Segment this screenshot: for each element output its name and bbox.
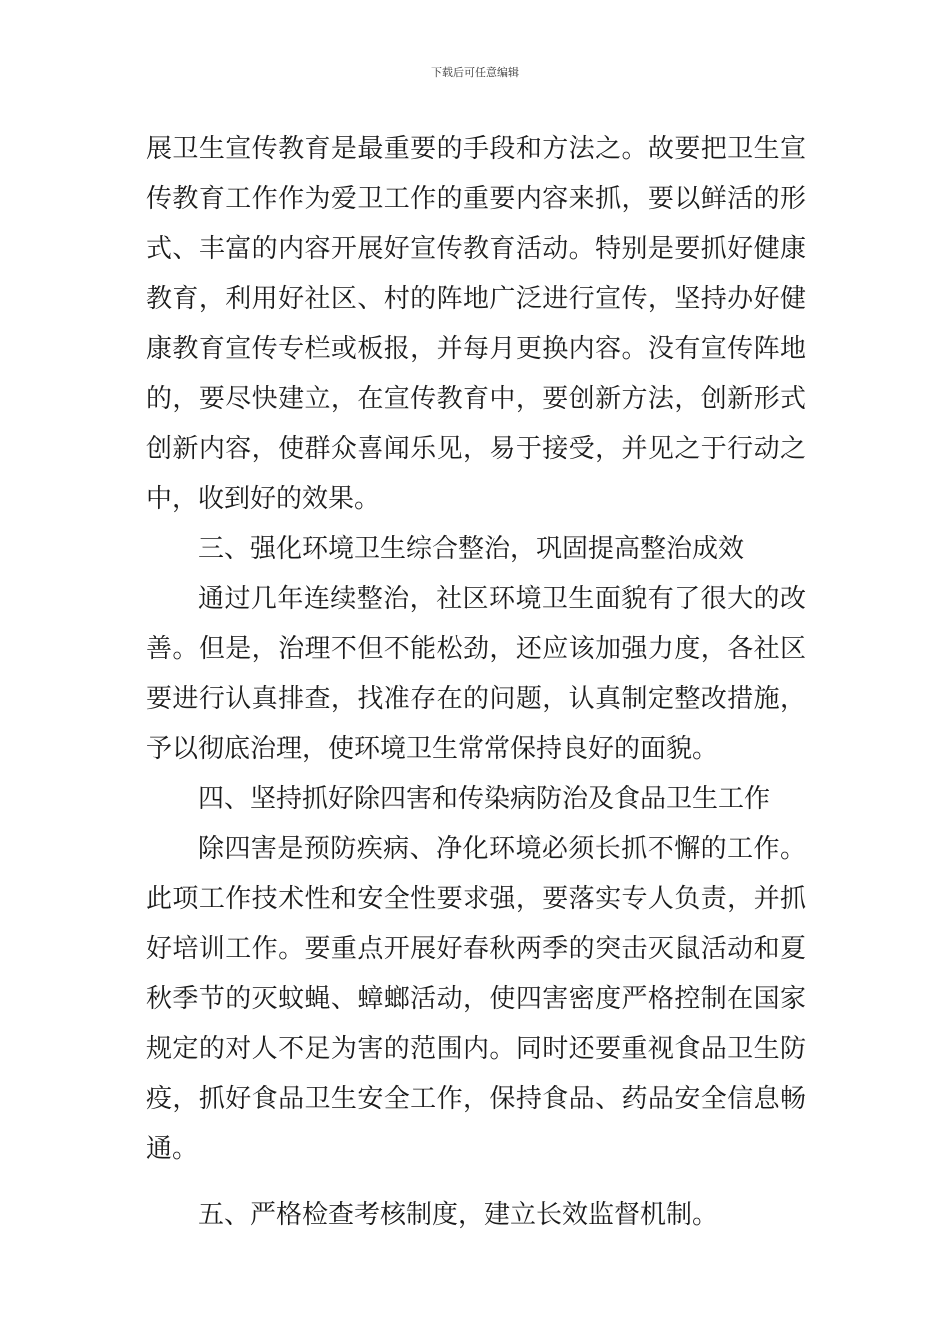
text-line: 好培训工作。要重点开展好春秋两季的突击灭鼠活动和夏	[146, 934, 806, 964]
section-heading-four: 四、坚持抓好除四害和传染病防治及食品卫生工作	[198, 784, 771, 814]
text-line: 通过几年连续整治，社区环境卫生面貌有了很大的改	[198, 584, 806, 614]
page-header-note: 下载后可任意编辑	[431, 66, 519, 79]
text-line: 规定的对人不足为害的范围内。同时还要重视食品卫生防	[146, 1034, 806, 1064]
text-line: 康教育宣传专栏或板报，并每月更换内容。没有宣传阵地	[146, 334, 806, 364]
text-line: 传教育工作作为爱卫工作的重要内容来抓，要以鲜活的形	[146, 184, 806, 214]
text-line: 的，要尽快建立，在宣传教育中，要创新方法，创新形式	[146, 384, 806, 414]
text-line: 要进行认真排查，找准存在的问题，认真制定整改措施，	[146, 684, 806, 714]
text-line: 善。但是，治理不但不能松劲，还应该加强力度，各社区	[146, 634, 806, 664]
text-line: 中，收到好的效果。	[146, 484, 381, 514]
text-line: 通。	[146, 1134, 199, 1164]
section-heading-five: 五、严格检查考核制度，建立长效监督机制。	[198, 1200, 719, 1230]
document-body	[146, 124, 806, 1240]
paragraph-environment-rectification	[146, 574, 806, 774]
text-line: 除四害是预防疾病、净化环境必须长抓不懈的工作。	[198, 834, 806, 864]
text-line: 秋季节的灭蚊蝇、蟑螂活动，使四害密度严格控制在国家	[146, 984, 806, 1014]
section-heading-three: 三、强化环境卫生综合整治，巩固提高整治成效	[198, 534, 745, 564]
text-line: 式、丰富的内容开展好宣传教育活动。特别是要抓好健康	[146, 234, 806, 264]
text-line: 创新内容，使群众喜闻乐见，易于接受，并见之于行动之	[146, 434, 806, 464]
text-line: 此项工作技术性和安全性要求强，要落实专人负责，并抓	[146, 884, 806, 914]
text-line: 予以彻底治理，使环境卫生常常保持良好的面貌。	[146, 734, 719, 764]
paragraph-spacer	[146, 1174, 806, 1190]
paragraph-publicity-education	[146, 124, 806, 524]
text-line: 疫，抓好食品卫生安全工作，保持食品、药品安全信息畅	[146, 1084, 806, 1114]
text-line: 展卫生宣传教育是最重要的手段和方法之。故要把卫生宣	[146, 134, 806, 164]
paragraph-pest-control	[146, 824, 806, 1174]
text-line: 教育，利用好社区、村的阵地广泛进行宣传，坚持办好健	[146, 284, 806, 314]
